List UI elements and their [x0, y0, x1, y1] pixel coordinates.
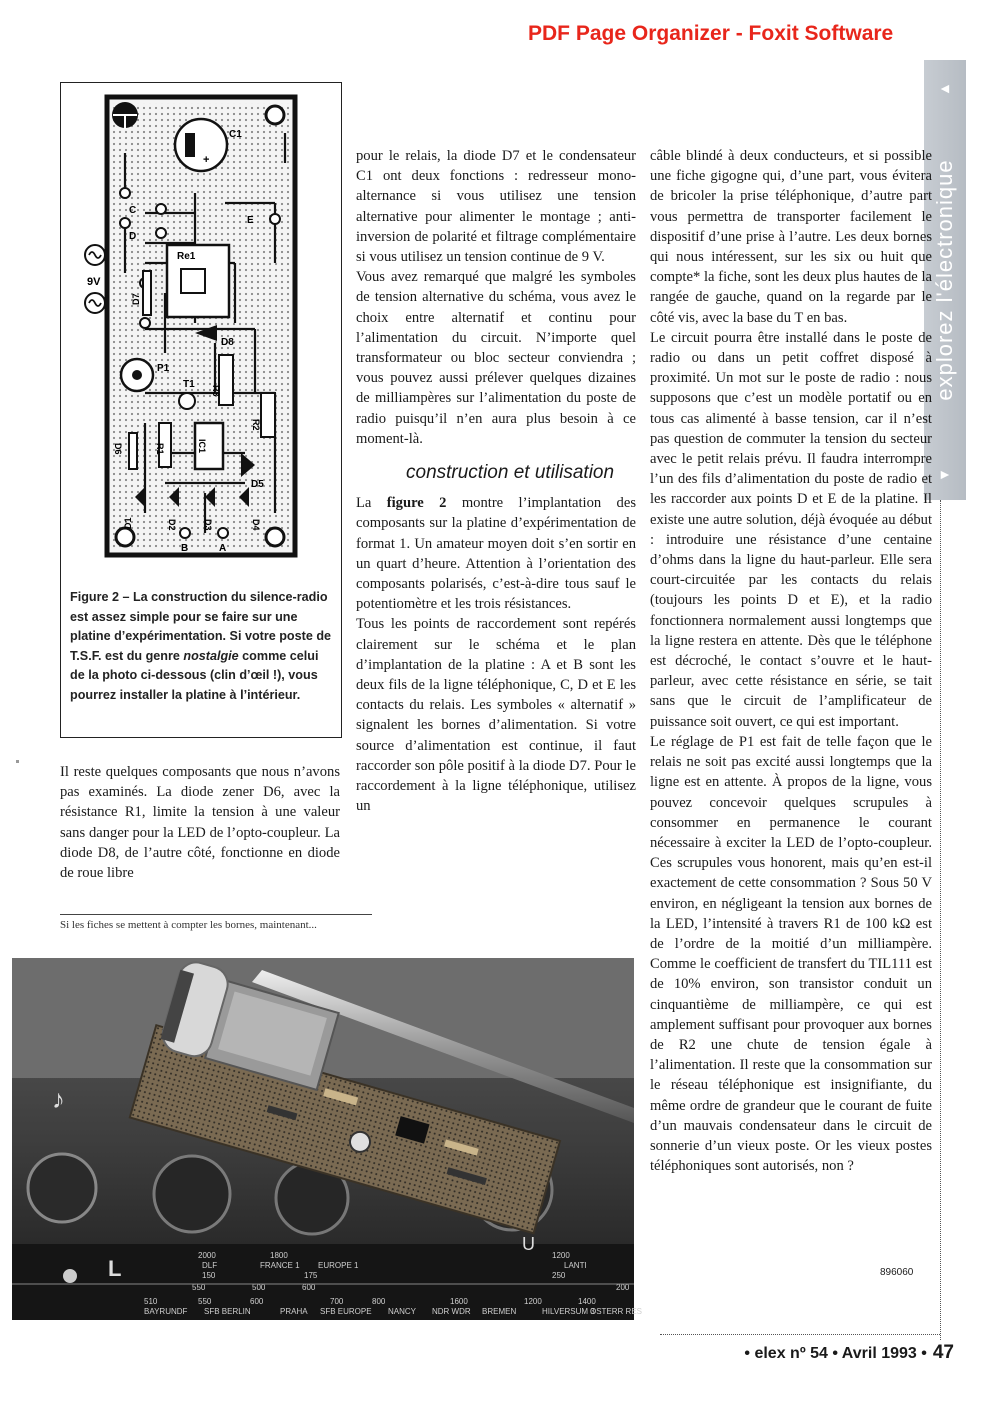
dial-label: 510 — [144, 1297, 158, 1306]
svg-text:+: + — [203, 154, 210, 166]
label-9v: 9V — [87, 276, 101, 288]
label-c1: C1 — [229, 129, 242, 140]
column-2 — [356, 146, 636, 817]
paragraph: Il reste quelques composants que nous n’avons pas examinés. La diode zener D6, avec la résistance R1, limite la tension à une valeur sans danger pour la LED de l’opto-coupleur. La diode D8, de l’autre côté, fonctionne en diode de roue libre — [60, 764, 340, 882]
dial-label: LANTI — [564, 1261, 587, 1270]
ac-supply-symbols — [81, 241, 121, 321]
label-d2: D2 — [167, 519, 177, 531]
paragraph: pour le relais, la diode D7 et le condensateur C1 ont deux fonctions : redresseur mono-alternance si vous utilisez une tension alternative pour alimenter le montage ; anti-inversion de polarité et filtrage complémentaire si vous utilisez un tension continue de 9 V. — [356, 148, 636, 266]
figure-caption — [70, 588, 336, 706]
dial-label: 500 — [252, 1283, 266, 1292]
footnote-rule — [60, 914, 372, 915]
dial-label: SFB BERLIN — [204, 1307, 251, 1316]
label-r1: R1 — [155, 443, 165, 455]
figure-2 — [60, 82, 342, 738]
dial-label: EUROPE 1 — [318, 1261, 359, 1270]
dial-label: BREMEN — [482, 1307, 517, 1316]
label-d8: D8 — [221, 337, 234, 348]
dial-label: 175 — [304, 1271, 318, 1280]
caption-text-1: Figure 2 – La construction du silence-radio est assez simple pour se faire sur une platine d’expérimentation. Si votre poste de T.S.F. est du genre — [70, 590, 332, 663]
label-d7: D7 — [131, 293, 141, 305]
paragraph: Tous les points de raccordement sont repérés clairement sur le schéma et le plan d’implantation de la platine : A et B sont les deux fils de la ligne téléphonique, C, D et E les contacts du relais. Les symboles « alternatif » signalent les bornes d’alimentation. Si votre source d’alimentation est continue, il faut raccorder son pôle positif à la diode D7. Pour le raccordement à la ligne téléphonique, utilisez un — [356, 616, 636, 815]
dial-label: SFB EUROPE — [320, 1307, 372, 1316]
dial-label: 550 — [192, 1283, 206, 1292]
label-r3: R3 — [211, 385, 221, 397]
paragraph: Le réglage de P1 est fait de telle façon que le relais ne soit pas excité aussi longtemps que la ligne est en attente. À propos de la ligne, vous pouvez concevoir quelques scrupules à consommer en permanence le courant nécessaire à exciter la LED de l’opto-coupleur. Ces scrupules vous honorent, mais qu’en est-il exactement de cette consommation ? Sous 50 V environ, en négligeant la tension aux bornes de la LED, l’intensité à travers R1 de 100 kΩ est de l’ordre de la moitié d’un milliampère. Comme le coefficient de transfert du TIL111 est de 10% environ, son transistor conduit un cinquantième de milliampère, ce qui est amplement suffisant pour provoquer aux bornes de R2 une chute de tension égale à l’alimentation. Il reste que la consommation sur le réseau téléphonique est insignifiante, du même ordre de grandeur que le courant de fuite d’un mauvais condensateur dans le circuit de sonnerie d’un vieux poste. Or les vieux postes téléphoniques sont autorisés, non ? — [650, 733, 932, 1175]
dial-label: HILVERSUM 3 — [542, 1307, 595, 1316]
paragraph: Vous avez remarqué que malgré les symboles de tension alternative du schéma, vous avez le choix entre alternatif et continu pour l’alimentation du circuit. N’importe quel transformateur ou bloc secteur conviendra ; vous pouvez aussi prélever quelques dizaines de milliampères sur l’alimentation du poste de radio puisqu’il n’en aura plus besoin à ce moment-là. — [356, 269, 636, 447]
dial-l-letter: L — [108, 1256, 122, 1281]
triangle-down-icon: ◄ — [938, 467, 952, 482]
triangle-up-icon: ◄ — [938, 82, 952, 97]
music-note-icon: ♪ — [52, 1084, 65, 1114]
figure-ref: figure 2 — [386, 495, 447, 512]
article-code: 896060 — [880, 1267, 914, 1278]
label-d4: D4 — [251, 519, 261, 531]
section-heading: construction et utilisation — [406, 462, 615, 484]
dial-label: 250 — [552, 1271, 566, 1280]
label-b: B — [181, 543, 189, 554]
footer-rule — [660, 1334, 940, 1335]
dial-label: 1400 — [578, 1297, 596, 1306]
watermark: PDF Page Organizer - Foxit Software — [528, 22, 894, 45]
dial-label: 1600 — [450, 1297, 468, 1306]
text-run: La — [356, 495, 387, 512]
footnote: Si les fiches se mettent à compter les bornes, maintenant... — [60, 919, 317, 931]
label-d: D — [129, 231, 137, 242]
page-footer — [744, 1342, 954, 1364]
text-run: montre l’implantation des composants sur la platine d’expérimentation de format 1. Un amateur moyen doit s’en sortir en un quart d’heure. Attention à l’orientation des composants polarisés, c’est-à-dire tous sauf le potentiomètre et les trois résistances. — [356, 495, 637, 613]
label-d3: D3 — [203, 519, 213, 531]
label-e: E — [247, 215, 254, 226]
scan-mark — [16, 760, 19, 763]
paragraph — [356, 493, 636, 614]
caption-italic: nostalgie — [183, 648, 239, 663]
dial-label: 600 — [250, 1297, 264, 1306]
dial-label: FRANCE 1 — [260, 1261, 300, 1270]
dial-label: NDR WDR — [432, 1307, 471, 1316]
paragraph: câble blindé à deux conducteurs, et si possible une fiche gigogne qui, d’une part, vous évitera de bricoler la prise téléphonique, d’autre part vous permettra de transporter facilement le dispositif d’une prise à l’autre. Les deux bornes qui nous intéressent, sur les six ou huit que compte* la fiche, sont les deux plus hautes de la rangée de gauche, quand on la regarde par le côté vis, avec la base du T en bas. — [650, 148, 932, 326]
column-1 — [60, 762, 340, 883]
column-3 — [650, 146, 932, 1176]
dial-label: 2000 — [198, 1251, 216, 1260]
dial-label: NANCY — [388, 1307, 417, 1316]
circuit-board-layout — [105, 93, 305, 563]
label-p1: P1 — [157, 363, 170, 374]
dial-label: 800 — [372, 1297, 386, 1306]
dial-label: 1800 — [270, 1251, 288, 1260]
dial-u-letter: U — [522, 1234, 535, 1254]
issue-info: • elex nº 54 • Avril 1993 • — [744, 1345, 927, 1362]
column-divider — [940, 500, 941, 1340]
caption-text-2: comme celui de la photo ci-dessous (clin d’œil !), vous pourrez installer la platine à l’intérieur. — [70, 648, 319, 702]
dial-label: OSTERR RES — [590, 1307, 643, 1316]
dial-label: 1200 — [552, 1251, 570, 1260]
dial-label: 150 — [202, 1271, 216, 1280]
dial-label: 200 — [616, 1283, 630, 1292]
label-c: C — [129, 205, 137, 216]
label-ic1: IC1 — [197, 439, 207, 454]
label-r2: R2 — [251, 419, 261, 431]
label-d1: D1 — [123, 517, 133, 529]
page-number: 47 — [932, 1342, 954, 1363]
label-a: A — [219, 543, 227, 554]
paragraph: Le circuit pourra être installé dans le poste de radio ou dans un petit coffret disposé à proximité. Un mot sur le poste de radio : nous supposons que c’est un modèle portatif ou en tous cas alimenté à basse tension, car il n’est pas question de commuter la tension du secteur avec le petit relais prévu. Il faudra interrompre l’un des fils d’alimentation du poste de radio et les raccorder aux points D et E de la platine. Il existe une autre solution, déjà évoquée au début : introduire une résistance d’une centaine d’ohms dans la ligne du haut-parleur. Elle sera court-circuitée par les contacts du relais (toujours les points D et E), et la radio fonctionnera normalement aussi longtemps que la ligne restera en attente. Dès que le téléphone est décroché, le contact s’ouvre et le haut-parleur, avec cette résistance en série, se tait sans que le circuit de l’amplificateur de puissance soit ouvert, ce qui est important. — [650, 329, 932, 730]
label-t1: T1 — [183, 379, 195, 390]
label-re1: Re1 — [177, 251, 196, 262]
dial-label: 550 — [198, 1297, 212, 1306]
label-d6: D6 — [113, 443, 123, 455]
dial-label: 1200 — [524, 1297, 542, 1306]
dial-label: 700 — [330, 1297, 344, 1306]
label-d5: D5 — [251, 479, 264, 490]
dial-label: PRAHA — [280, 1307, 308, 1316]
photo-radio-board — [12, 958, 643, 1320]
dial-label: 600 — [302, 1283, 316, 1292]
dial-label: DLF — [202, 1261, 218, 1270]
side-tab-text: explorez l'électronique — [932, 159, 957, 401]
dial-label: BAYRUNDF — [144, 1307, 188, 1316]
